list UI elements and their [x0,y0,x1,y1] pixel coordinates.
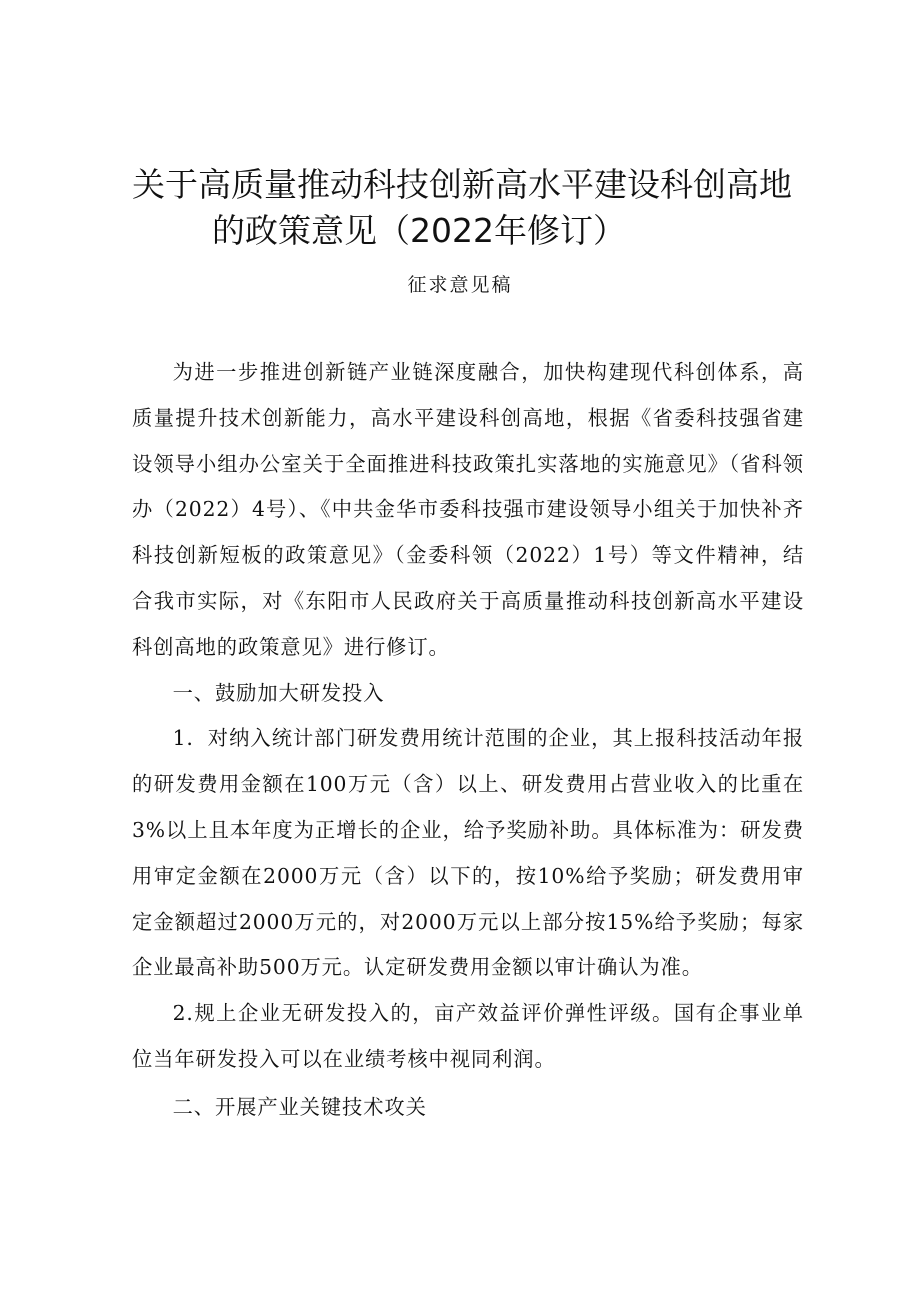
document-title [132,162,812,254]
document-subtitle: 征求意见稿 [407,274,513,296]
title-line-2: 的政策意见（2022年修订） [212,211,626,250]
intro-paragraph: 为进一步推进创新链产业链深度融合，加快构建现代科创体系，高质量提升技术创新能力，高水平建设科创高地，根据《省委科技强省建设领导小组办公室关于全面推进科技政策扎实落地的实施意见》（省科领办（2022）4号）、《中共金华市委科技强市建设领导小组关于加快补齐科技创新短板的政策意见》（金委科领（2022）1号）等文件精神，结合我市实际，对《东阳市人民政府关于高质量推动科技创新高水平建设科创高地的政策意见》进行修订。 [132,360,804,659]
section-heading-2: 二、开展产业关键技术攻关 [172,1094,427,1119]
document-body [132,350,804,1131]
title-line-1: 关于高质量推动科技创新高水平建设科创高地 [132,165,792,204]
section-heading-1: 一、鼓励加大研发投入 [172,680,385,705]
clause-paragraph-2: 2.规上企业无研发投入的，亩产效益评价弹性评级。国有企事业单位当年研发投入可以在业绩考核中视同利润。 [132,1001,804,1071]
clause-paragraph-1: 1．对纳入统计部门研发费用统计范围的企业，其上报科技活动年报的研发费用金额在100万元（含）以上、研发费用占营业收入的比重在3%以上且本年度为正增长的企业，给予奖励补助。具体标准为：研发费用审定金额在2000万元（含）以下的，按10%给予奖励；研发费用审定金额超过2000万元的，对2000万元以上部分按15%给予奖励；每家企业最高补助500万元。认定研发费用金额以审计确认为准。 [132,726,804,980]
